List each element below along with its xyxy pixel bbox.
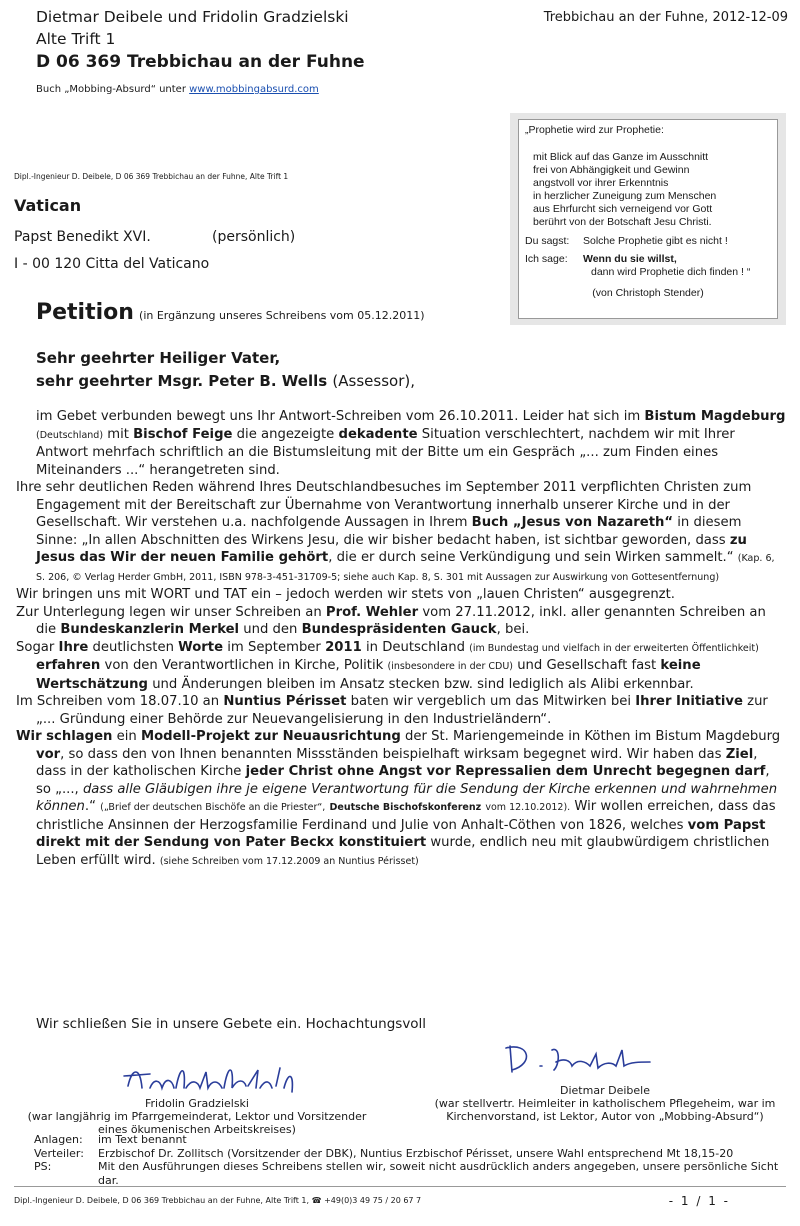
text: (siehe Schreiben vom 17.12.2009 an Nuntius Périsset): [159, 855, 419, 867]
paragraph-3: Wir bringen uns mit WORT und TAT ein – jedoch werden wir stets von „lauen Christen“ ausgegrenzt.: [16, 587, 675, 602]
text: , bei.: [496, 622, 530, 637]
salutation-line-2-text: sehr geehrter Msgr. Peter B. Wells: [36, 372, 328, 390]
prophecy-quote-content: [518, 119, 778, 319]
book-prefix: Buch „Mobbing-Absurd“ unter: [36, 84, 186, 95]
footer-address: Dipl.-Ingenieur D. Deibele, D 06 369 Trebbichau an der Fuhne, Alte Trift 1, ☎ +49(0)3 49 75 / 20 67 7: [14, 1196, 422, 1205]
text: (Deutschland): [36, 429, 104, 441]
text: ein: [116, 729, 137, 744]
paragraph-7: [16, 728, 786, 870]
ps-row: [34, 1160, 788, 1187]
enclosures-list: [34, 1133, 788, 1187]
verteiler-value: Erzbischof Dr. Zollitsch (Vorsitzender der DBK), Nuntius Erzbischof Périsset, unsere Wahl entsprechend Mt 18,15-20: [98, 1146, 734, 1160]
paragraph-4: [16, 604, 786, 639]
quote-ich-text: dann wird Prophetie dich finden ! “: [591, 266, 751, 278]
text: Ihre: [58, 639, 89, 655]
text: Sogar: [16, 639, 55, 655]
text: erfahren: [36, 658, 101, 673]
sender-return-line: Dipl.-Ingenieur D. Deibele, D 06 369 Trebbichau an der Fuhne, Alte Trift 1: [14, 172, 289, 181]
text: , dass in der katholischen Kirche: [36, 746, 758, 779]
paragraph-6: [16, 693, 786, 728]
closing-line: Wir schließen Sie in unsere Gebete ein. Hochachtungsvoll: [36, 1016, 427, 1032]
text: in Deutschland: [365, 639, 465, 655]
salutation-line-2: [36, 372, 415, 390]
text: vom 27.11.2012, inkl. aller genannten Schreiben an die: [36, 604, 766, 637]
text: Nuntius Périsset: [223, 694, 347, 709]
place-date: Trebbichau an der Fuhne, 2012-12-09: [543, 10, 788, 25]
text: Bundespräsidenten Gauck: [301, 622, 497, 637]
text: Ziel: [725, 746, 754, 762]
quote-author: (von Christoph Stender): [592, 287, 704, 299]
text: keine Wertschätzung: [36, 658, 701, 692]
text: die angezeigte: [236, 426, 335, 442]
text: Modell-Projekt zur Neuausrichtung: [140, 729, 401, 744]
quote-du-row: [525, 235, 771, 248]
recipient-personal: (persönlich): [212, 229, 296, 245]
subject-line: [36, 300, 425, 325]
anlagen-value: im Text benannt: [98, 1133, 187, 1146]
quote-ich-bold: Wenn du sie willst,: [583, 253, 677, 265]
text: Im Schreiben vom 18.07.10 an: [16, 694, 220, 709]
text: im Gebet verbunden bewegt uns Ihr Antwort-Schreiben vom 26.10.2011. Leider hat sich im: [36, 409, 641, 424]
signer-name: Dietmar Deibele: [560, 1084, 650, 1097]
text: Ihrer Initiative: [635, 694, 743, 709]
text: Zur Unterlegung legen wir unser Schreiben an: [16, 604, 322, 620]
text: Deutsche Bischofskonferenz: [329, 802, 482, 813]
quote-line: angstvoll vor ihrer Erkenntnis: [533, 177, 669, 189]
signature-deibele-image: [500, 1040, 680, 1080]
text: (insbesondere in der CDU): [387, 661, 513, 672]
text: .“: [84, 799, 96, 814]
text: wurde, endlich neu mit glaubwürdigem christlichen Leben erfüllt wird.: [36, 835, 770, 868]
text: vom Papst direkt mit der Sendung von Pater Beckx konstituiert: [36, 817, 766, 850]
sender-name: Dietmar Deibele und Fridolin Gradzielski: [36, 8, 349, 26]
anlagen-row: [34, 1133, 788, 1147]
verteiler-row: [34, 1147, 788, 1161]
quote-line: frei von Abhängigkeit und Gewinn: [533, 164, 690, 176]
text: Bistum Magdeburg: [644, 409, 786, 424]
book-reference: [36, 84, 319, 95]
text: Bischof Feige: [133, 426, 233, 442]
text: 2011: [325, 639, 362, 655]
footer-divider: [14, 1186, 786, 1187]
signature-block-left: [24, 1097, 370, 1136]
text: Bundeskanzlerin Merkel: [60, 622, 240, 637]
text: dekadente: [338, 426, 418, 442]
text: baten wir vergeblich um das Mitwirken bei: [350, 694, 631, 709]
quote-ich-row: [525, 253, 771, 266]
book-link[interactable]: www.mobbingabsurd.com: [189, 84, 319, 95]
signature-block-right: [420, 1084, 790, 1123]
text: , so „...,: [36, 764, 770, 797]
quote-du-text: Solche Prophetie gibt es nicht !: [583, 235, 728, 247]
text: und Gesellschaft fast: [517, 658, 657, 673]
anlagen-label: Anlagen:: [34, 1133, 83, 1146]
text: der St. Mariengemeinde in Köthen im Bistum Magdeburg: [405, 729, 781, 744]
text: zur „... Gründung einer Behörde zur Neuevangelisierung in den Industrieländern“.: [36, 694, 768, 727]
quote-line: mit Blick auf das Ganze im Ausschnitt: [533, 151, 709, 163]
text: in diesem Sinne: „In allen Abschnitten des Wirkens Jesu, die wir bisher bedacht haben, ist sichtbar geworden, dass: [36, 515, 742, 548]
quote-line: berührt von der Botschaft Jesu Christi.: [533, 216, 712, 228]
sender-city: D 06 369 Trebbichau an der Fuhne: [36, 52, 365, 72]
ps-value: Mit den Ausführungen dieses Schreibens stellen wir, soweit nicht ausdrücklich anders angegeben, unsere persönliche Sicht dar.: [98, 1160, 779, 1187]
text: und den: [243, 622, 298, 637]
salutation-line-2-note: (Assessor),: [332, 372, 415, 390]
text: von den Verantwortlichen in Kirche, Politik: [104, 658, 384, 673]
quote-ich-label: Ich sage:: [525, 253, 568, 265]
text: deutlichsten: [92, 639, 174, 655]
text: und Änderungen bleiben im Ansatz stecken bzw. sind lediglich als Alibi erkennbar.: [152, 676, 694, 692]
sender-street: Alte Trift 1: [36, 30, 116, 48]
text: („Brief der deutschen Bischöfe an die Priester“,: [100, 802, 326, 813]
subject-title: Petition: [36, 300, 134, 325]
text: Situation verschlechtert, nachdem wir mit Ihrer Antwort mehrfach schriftlich an die Bistumsleitung mit der Bitte um ein Gespräch „... zum Finden eines Miteinanders ...“ herangetreten sind.: [36, 426, 735, 478]
text: Wir schlagen: [16, 729, 113, 744]
text: Ihre sehr deutlichen Reden während Ihres Deutschlandbesuches im September 2011 verpflichten Christen zum Engagement mit der Bereitschaft zur Übernahme von Verantwortung innerhalb unserer Kirche und in der Gesellschaft. Wir verstehen u.a. nachfolgende Aussagen in Ihrem: [16, 480, 752, 530]
text: Buch „Jesus von Nazareth“: [471, 515, 674, 530]
ps-label: PS:: [34, 1160, 52, 1173]
text: vor: [36, 746, 61, 762]
text: Wir wollen erreichen, dass das christliche Ansinnen der Herzogsfamilie Ferdinand und Julie von Anhalt-Cöthen von 1826, welches: [36, 799, 776, 833]
text: (Kap. 6, S. 206, © Verlag Herder GmbH, 2011, ISBN 978-3-451-31709-5; siehe auch Kap. 8, S. 301 mit Aussagen zur Auswirkung von Gottesentfernung): [36, 553, 775, 583]
signer-role: (war stellvertr. Heimleiter in katholischem Pflegeheim, war im Kirchenvorstand, ist Lektor, Autor von „Mobbing-Absurd“): [434, 1097, 776, 1123]
paragraph-2: [16, 479, 786, 586]
text: (im Bundestag und vielfach in der erweiterten Öffentlichkeit): [469, 642, 759, 654]
salutation-line-1: Sehr geehrter Heiliger Vater,: [36, 349, 281, 367]
quote-du-label: Du sagst:: [525, 235, 570, 247]
signer-role: (war langjährig im Pfarrgemeinderat, Lektor und Vorsitzender eines ökumenischen Arbeitskreises): [27, 1110, 367, 1136]
subject-note: (in Ergänzung unseres Schreibens vom 05.12.2011): [139, 309, 425, 322]
text: , so dass den von Ihnen benannten Missständen beispielhaft wirksam begegnet wird. Wir haben das: [60, 746, 722, 762]
recipient-org: Vatican: [14, 196, 82, 215]
text: jeder Christ ohne Angst vor Repressalien dem Unrecht begegnen darf: [245, 764, 766, 779]
recipient-name-text: Papst Benedikt XVI.: [14, 229, 151, 245]
text: vom 12.10.2012).: [485, 802, 571, 813]
prophecy-quote-box: [510, 113, 786, 325]
paragraph-1: [16, 408, 786, 479]
page-number: - 1 / 1 -: [668, 1194, 730, 1208]
quote-line: in herzlicher Zuneigung zum Menschen: [533, 190, 717, 202]
quote-title: „Prophetie wird zur Prophetie:: [525, 124, 664, 136]
text: im September: [227, 639, 321, 655]
text: Worte: [178, 639, 224, 655]
text: mit: [107, 426, 129, 442]
recipient-city: I - 00 120 Citta del Vaticano: [14, 256, 210, 272]
signer-name: Fridolin Gradzielski: [145, 1097, 249, 1110]
text: zu Jesus das Wir der neuen Familie gehört: [36, 532, 747, 565]
letter-body: [16, 408, 786, 870]
paragraph-5: [16, 639, 786, 694]
text: dass alle Gläubigen ihre je eigene Verantwortung für die Sendung der Kirche erkennen und wahrnehmen können: [36, 781, 778, 814]
verteiler-label: Verteiler:: [34, 1146, 84, 1160]
quote-line: aus Ehrfurcht sich verneigend vor Gott: [533, 203, 713, 215]
recipient-name: [14, 229, 296, 245]
text: , die er durch seine Verkündigung und sein Wirken sammelt.“: [328, 550, 734, 565]
text: Prof. Wehler: [325, 604, 419, 620]
